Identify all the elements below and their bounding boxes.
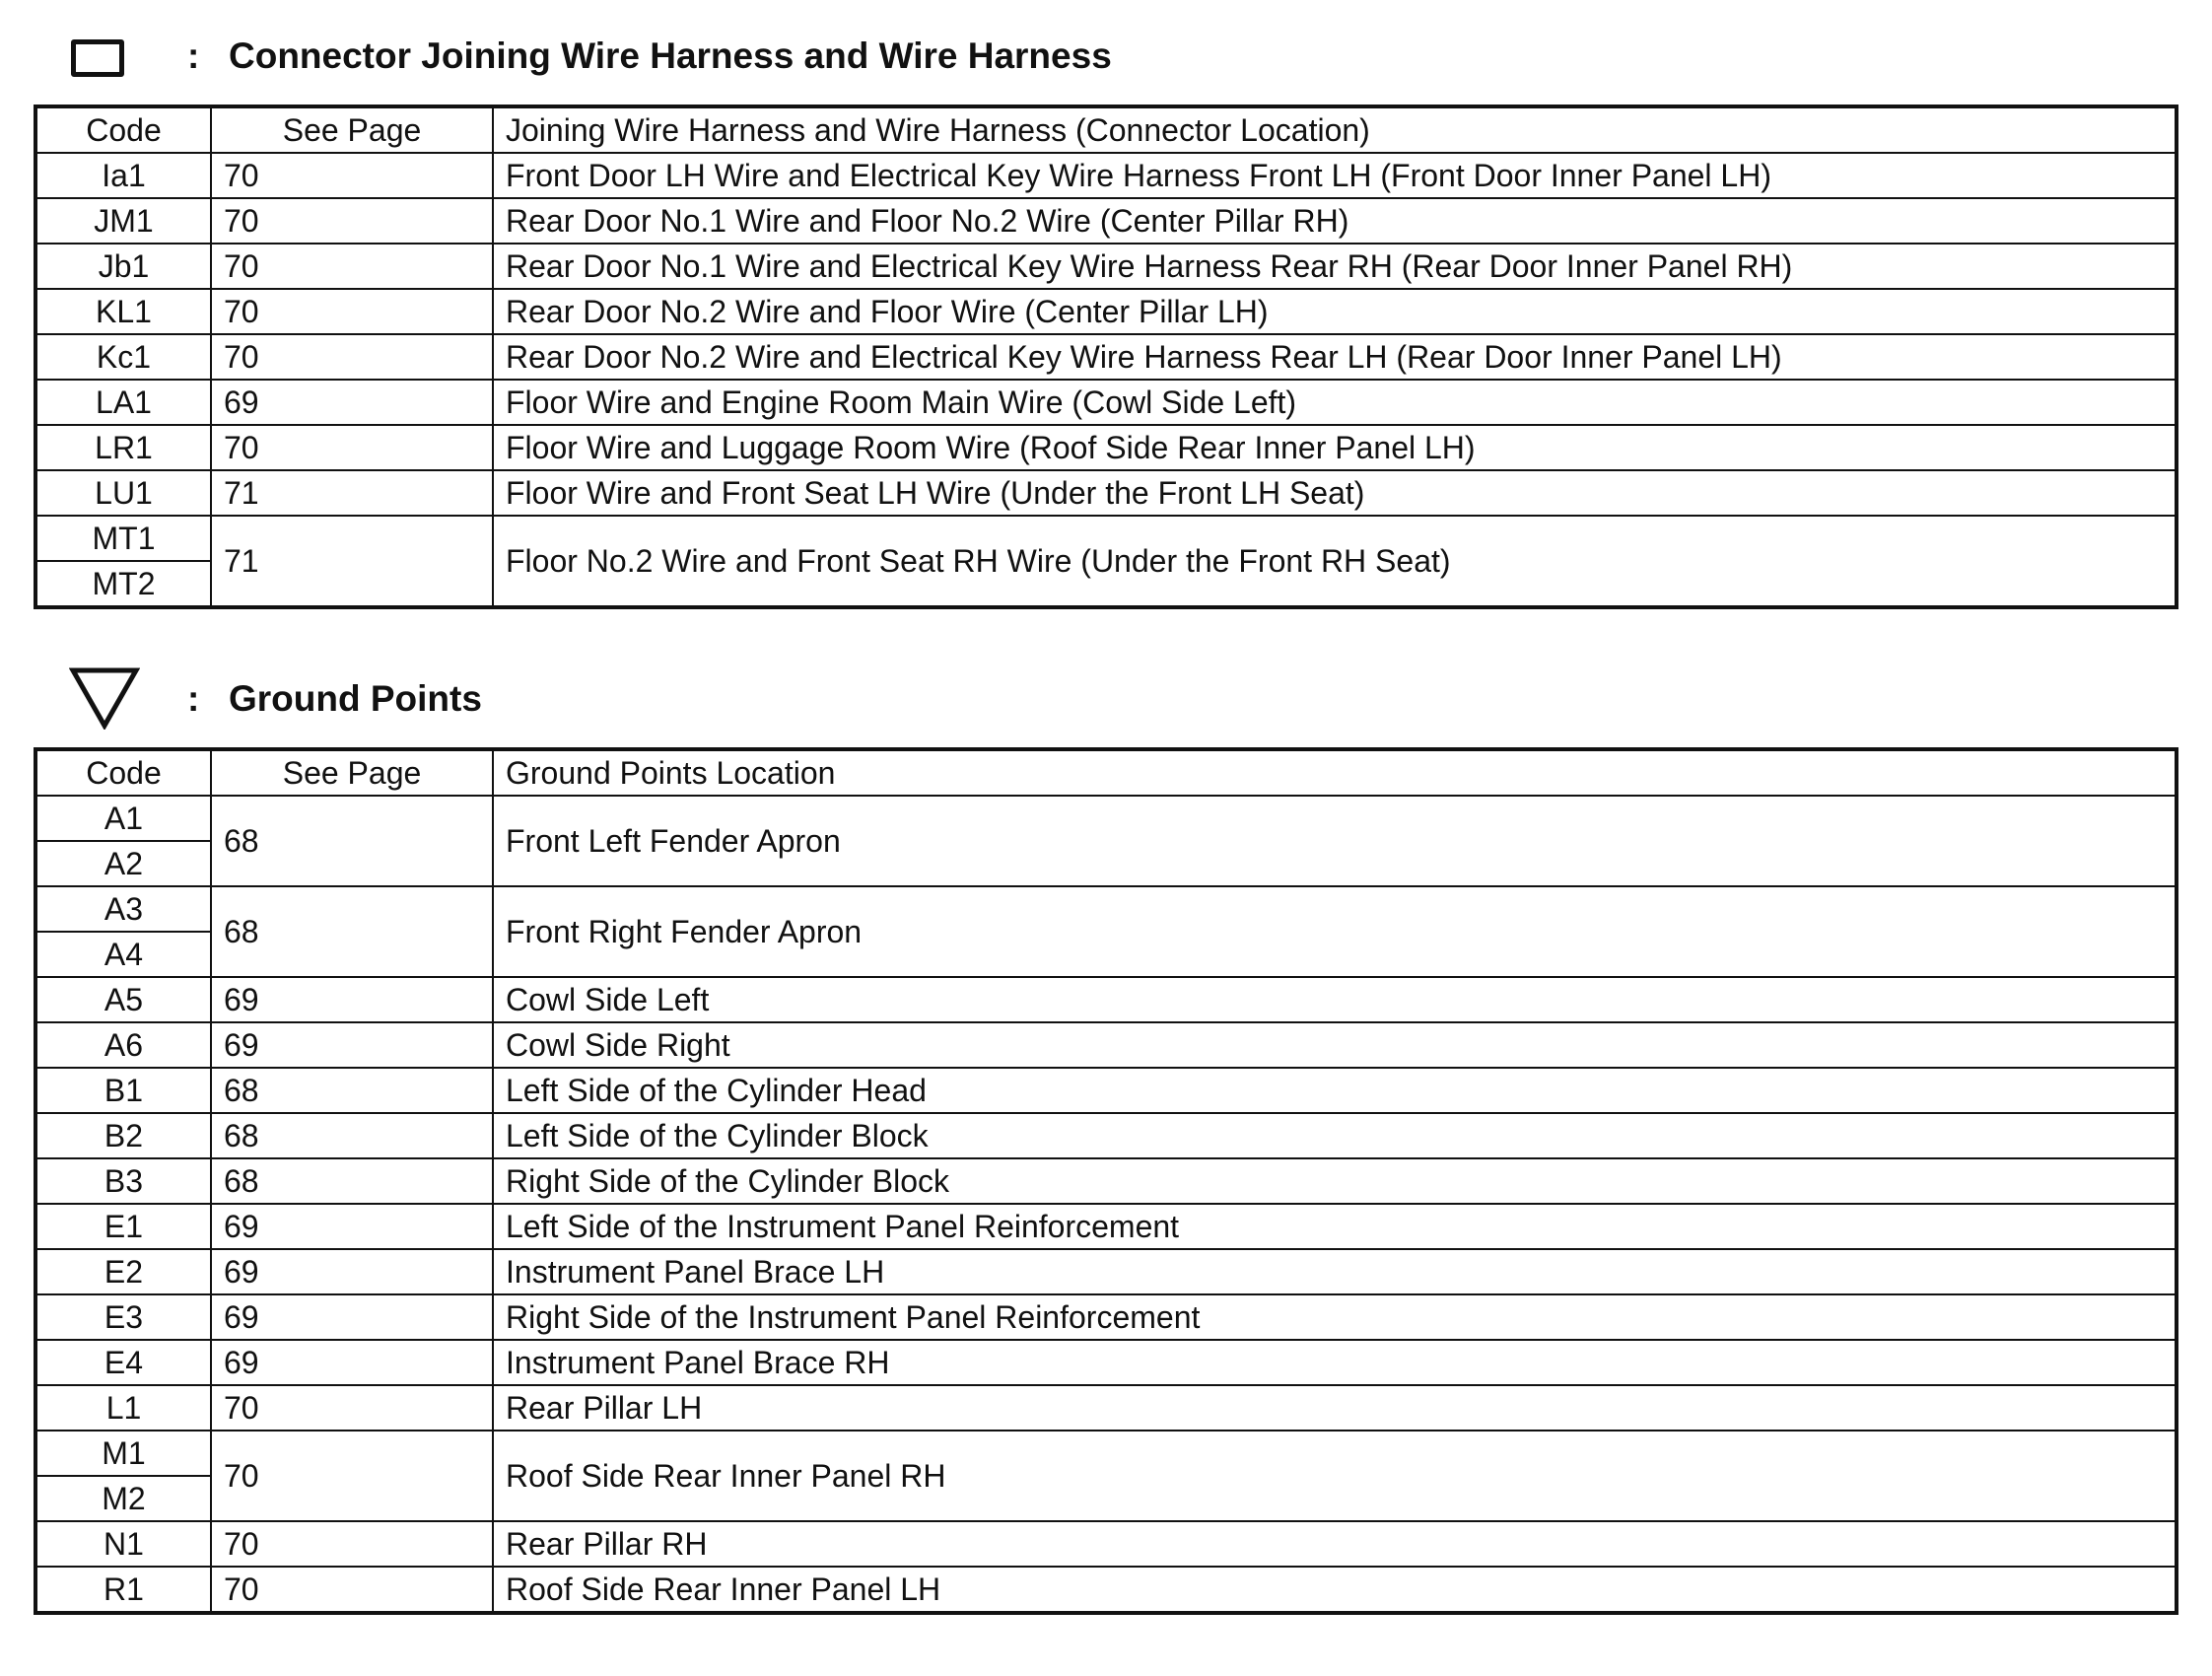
code-cell: B2 (35, 1113, 211, 1158)
see-page-cell: 69 (211, 1204, 493, 1249)
table-row (35, 1113, 2177, 1158)
see-page-cell: 69 (211, 1249, 493, 1294)
code-cell: N1 (35, 1521, 211, 1567)
code-cell: A1 (35, 796, 211, 841)
code-cell: A2 (35, 841, 211, 886)
table-row (35, 244, 2177, 289)
connector-table (34, 105, 2178, 609)
see-page-cell: 69 (211, 977, 493, 1022)
rectangle-icon (71, 39, 124, 77)
see-page-cell: 70 (211, 244, 493, 289)
code-cell: A5 (35, 977, 211, 1022)
location-cell: Rear Door No.1 Wire and Electrical Key Wire Harness Rear RH (Rear Door Inner Panel RH) (493, 244, 2177, 289)
section-colon: : (187, 678, 200, 719)
ground-points-table (34, 747, 2178, 1615)
location-cell: Left Side of the Instrument Panel Reinforcement (493, 1204, 2177, 1249)
see-page-cell: 68 (211, 796, 493, 886)
code-cell: KL1 (35, 289, 211, 334)
table-row (35, 886, 2177, 932)
location-cell: Left Side of the Cylinder Block (493, 1113, 2177, 1158)
header-see-page: See Page (211, 749, 493, 796)
code-cell: A3 (35, 886, 211, 932)
header-location: Joining Wire Harness and Wire Harness (Connector Location) (493, 106, 2177, 153)
code-cell: R1 (35, 1567, 211, 1613)
see-page-cell: 70 (211, 198, 493, 244)
see-page-cell: 70 (211, 1385, 493, 1431)
code-cell: Kc1 (35, 334, 211, 380)
table-row (35, 1340, 2177, 1385)
location-cell: Floor No.2 Wire and Front Seat RH Wire (Under the Front RH Seat) (493, 516, 2177, 607)
table-row (35, 198, 2177, 244)
table-row (35, 153, 2177, 198)
code-cell: L1 (35, 1385, 211, 1431)
table-row (35, 1385, 2177, 1431)
location-cell: Instrument Panel Brace RH (493, 1340, 2177, 1385)
see-page-cell: 68 (211, 1068, 493, 1113)
table-row (35, 1022, 2177, 1068)
code-cell: MT1 (35, 516, 211, 561)
code-cell: LU1 (35, 470, 211, 516)
location-cell: Cowl Side Left (493, 977, 2177, 1022)
connector-section-title: Connector Joining Wire Harness and Wire Harness (229, 35, 1112, 76)
location-cell: Rear Door No.1 Wire and Floor No.2 Wire (Center Pillar RH) (493, 198, 2177, 244)
table-row (35, 425, 2177, 470)
triangle-down-icon (69, 666, 140, 730)
see-page-cell: 69 (211, 1022, 493, 1068)
code-cell: LR1 (35, 425, 211, 470)
connector-section-header (0, 20, 2212, 99)
code-cell: B3 (35, 1158, 211, 1204)
location-cell: Cowl Side Right (493, 1022, 2177, 1068)
header-see-page: See Page (211, 106, 493, 153)
location-cell: Front Left Fender Apron (493, 796, 2177, 886)
table-row (35, 1249, 2177, 1294)
table-header-row (35, 749, 2177, 796)
see-page-cell: 68 (211, 1158, 493, 1204)
see-page-cell: 68 (211, 1113, 493, 1158)
header-code: Code (35, 106, 211, 153)
location-cell: Floor Wire and Luggage Room Wire (Roof Side Rear Inner Panel LH) (493, 425, 2177, 470)
table-row (35, 289, 2177, 334)
location-cell: Right Side of the Instrument Panel Reinforcement (493, 1294, 2177, 1340)
table-row (35, 516, 2177, 561)
location-cell: Roof Side Rear Inner Panel RH (493, 1431, 2177, 1521)
see-page-cell: 71 (211, 470, 493, 516)
location-cell: Rear Door No.2 Wire and Floor Wire (Center Pillar LH) (493, 289, 2177, 334)
code-cell: M1 (35, 1431, 211, 1476)
table-row (35, 1567, 2177, 1613)
code-cell: LA1 (35, 380, 211, 425)
table-row (35, 1158, 2177, 1204)
table-row (35, 977, 2177, 1022)
see-page-cell: 69 (211, 380, 493, 425)
code-cell: B1 (35, 1068, 211, 1113)
location-cell: Left Side of the Cylinder Head (493, 1068, 2177, 1113)
location-cell: Front Door LH Wire and Electrical Key Wire Harness Front LH (Front Door Inner Panel LH) (493, 153, 2177, 198)
see-page-cell: 69 (211, 1340, 493, 1385)
location-cell: Floor Wire and Engine Room Main Wire (Cowl Side Left) (493, 380, 2177, 425)
ground-section-title: Ground Points (229, 678, 482, 719)
see-page-cell: 70 (211, 425, 493, 470)
location-cell: Instrument Panel Brace LH (493, 1249, 2177, 1294)
table-row (35, 1068, 2177, 1113)
code-cell: MT2 (35, 561, 211, 607)
header-location: Ground Points Location (493, 749, 2177, 796)
see-page-cell: 70 (211, 153, 493, 198)
connector-table-body (35, 153, 2177, 607)
location-cell: Rear Door No.2 Wire and Electrical Key Wire Harness Rear LH (Rear Door Inner Panel LH) (493, 334, 2177, 380)
table-row (35, 1294, 2177, 1340)
table-header-row (35, 106, 2177, 153)
table-row (35, 334, 2177, 380)
code-cell: E3 (35, 1294, 211, 1340)
location-cell: Front Right Fender Apron (493, 886, 2177, 977)
see-page-cell: 69 (211, 1294, 493, 1340)
see-page-cell: 70 (211, 1431, 493, 1521)
code-cell: A6 (35, 1022, 211, 1068)
code-cell: E2 (35, 1249, 211, 1294)
location-cell: Right Side of the Cylinder Block (493, 1158, 2177, 1204)
code-cell: JM1 (35, 198, 211, 244)
ground-section-header (0, 663, 2212, 741)
code-cell: Ia1 (35, 153, 211, 198)
see-page-cell: 70 (211, 1567, 493, 1613)
location-cell: Roof Side Rear Inner Panel LH (493, 1567, 2177, 1613)
see-page-cell: 71 (211, 516, 493, 607)
location-cell: Floor Wire and Front Seat LH Wire (Under the Front LH Seat) (493, 470, 2177, 516)
see-page-cell: 68 (211, 886, 493, 977)
code-cell: E4 (35, 1340, 211, 1385)
see-page-cell: 70 (211, 1521, 493, 1567)
see-page-cell: 70 (211, 334, 493, 380)
location-cell: Rear Pillar LH (493, 1385, 2177, 1431)
table-row (35, 1204, 2177, 1249)
code-cell: Jb1 (35, 244, 211, 289)
ground-table-body (35, 796, 2177, 1613)
header-code: Code (35, 749, 211, 796)
section-colon: : (187, 35, 200, 76)
code-cell: M2 (35, 1476, 211, 1521)
table-row (35, 1521, 2177, 1567)
code-cell: A4 (35, 932, 211, 977)
see-page-cell: 70 (211, 289, 493, 334)
location-cell: Rear Pillar RH (493, 1521, 2177, 1567)
table-row (35, 380, 2177, 425)
table-row (35, 1431, 2177, 1476)
code-cell: E1 (35, 1204, 211, 1249)
table-row (35, 470, 2177, 516)
table-row (35, 796, 2177, 841)
